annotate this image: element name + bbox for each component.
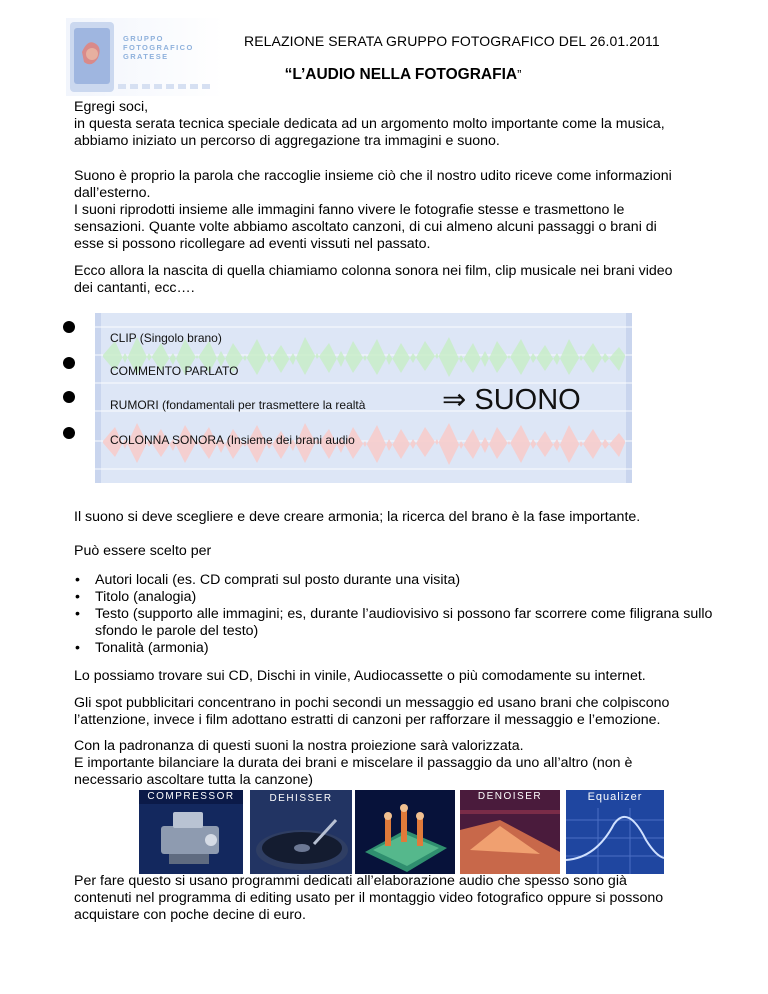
wave-item-commento: COMMENTO PARLATO <box>110 364 239 378</box>
bullet-dot <box>63 357 75 369</box>
dehisser-panel <box>250 790 352 874</box>
text-line: sensazioni. Quante volte abbiamo ascoltato canzoni, di cui almeno alcuni passaggi o brani di <box>74 219 657 235</box>
mixer-panel <box>355 790 455 874</box>
text-line: Per fare questo si usano programmi dedicati all’elaborazione audio che spesso sono già <box>74 873 627 889</box>
text-line: l’attenzione, invece i film adottano estratti di canzoni per rafforzare il messaggio e l’emozione. <box>74 712 661 728</box>
list-item: • Testo (supporto alle immagini; es, durante l’audiovisivo si possono far scorrere come filigrana sullo sfondo le parole del testo) <box>74 606 714 640</box>
wave-item-clip: CLIP (Singolo brano) <box>110 331 222 345</box>
tool-label: DENOISER <box>477 791 543 802</box>
suono-label: ⇒ SUONO <box>442 384 581 416</box>
header-title: RELAZIONE SERATA GRUPPO FOTOGRAFICO DEL 26.01.2011 <box>244 33 660 49</box>
armonia-paragraph <box>74 509 714 526</box>
club-logo <box>66 18 224 96</box>
text-line: esse si possono ricollegare ad eventi vissuti nel passato. <box>74 236 431 252</box>
trovare-paragraph <box>74 668 714 685</box>
text-line: I suoni riprodotti insieme alle immagini fanno vivere le fotografie stesse e trasmettono le <box>74 202 625 218</box>
text-line: Ecco allora la nascita di quella chiamiamo colonna sonora nei film, clip musicale nei brani video <box>74 263 673 279</box>
suono-paragraph <box>74 168 714 253</box>
list-item: • Autori locali (es. CD comprati sul posto durante una visita) <box>74 572 714 589</box>
main-title-quote: ” <box>517 67 522 82</box>
choices-list <box>74 572 714 657</box>
scelto-paragraph <box>74 543 714 560</box>
compressor-panel <box>139 790 243 874</box>
main-title-text: “L’AUDIO NELLA FOTOGRAFIA <box>284 66 518 83</box>
logo-text-line: GRATESE <box>123 52 169 61</box>
text-line: Con la padronanza di questi suoni la nostra proiezione sarà valorizzata. <box>74 738 524 754</box>
bullet-dot <box>63 427 75 439</box>
tool-label: DEHISSER <box>269 793 333 804</box>
list-item: • Titolo (analogia) <box>74 589 714 606</box>
text-line: Egregi soci, <box>74 99 149 115</box>
text-line: acquistare con poche decine di euro. <box>74 907 306 923</box>
padronanza-paragraph <box>74 738 714 789</box>
text-line: E importante bilanciare la durata dei brani e miscelare il passaggio da uno all’altro (non è <box>74 755 633 771</box>
wave-item-rumori: RUMORI (fondamentali per trasmettere la realtà <box>110 398 366 412</box>
ecco-paragraph <box>74 263 714 297</box>
spot-paragraph <box>74 695 714 729</box>
text-line: abbiamo iniziato un percorso di aggregazione tra immagini e suono. <box>74 133 500 149</box>
tool-label: COMPRESSOR <box>147 791 235 802</box>
text-line: Suono è proprio la parola che raccoglie insieme ciò che il nostro udito riceve come informazioni <box>74 168 672 184</box>
bullet-dot <box>63 321 75 333</box>
logo-text-line: FOTOGRAFICO <box>123 43 194 52</box>
text-line: contenuti nel programma di editing usato per il montaggio video fotografico oppure si possono <box>74 890 664 906</box>
text-line: Può essere scelto per <box>74 543 212 559</box>
text-line: Lo possiamo trovare sui CD, Dischi in vinile, Audiocassette o più comodamente su internet. <box>74 668 646 684</box>
text-line: dall’esterno. <box>74 185 151 201</box>
equalizer-panel <box>566 790 664 874</box>
denoiser-panel <box>460 790 560 874</box>
logo-text-line: GRUPPO <box>123 34 164 43</box>
text-line: Gli spot pubblicitari concentrano in pochi secondi un messaggio ed usano brani che colpiscono <box>74 695 670 711</box>
text-line: in questa serata tecnica speciale dedicata ad un argomento molto importante come la musica, <box>74 116 665 132</box>
programmi-paragraph <box>74 873 714 924</box>
list-item: • Tonalità (armonia) <box>74 640 714 657</box>
text-line: dei cantanti, ecc…. <box>74 280 195 296</box>
main-title <box>0 66 768 84</box>
mixer-icon <box>355 790 455 874</box>
tool-label: Equalizer <box>587 791 643 803</box>
text-line: necessario ascoltare tutta la canzone) <box>74 772 313 788</box>
intro-paragraph <box>74 99 714 150</box>
bullet-dot <box>63 391 75 403</box>
text-line: Il suono si deve scegliere e deve creare armonia; la ricerca del brano è la fase importante. <box>74 509 641 525</box>
wave-item-colonna: COLONNA SONORA (Insieme dei brani audio <box>110 433 355 447</box>
logo-text <box>123 34 194 61</box>
